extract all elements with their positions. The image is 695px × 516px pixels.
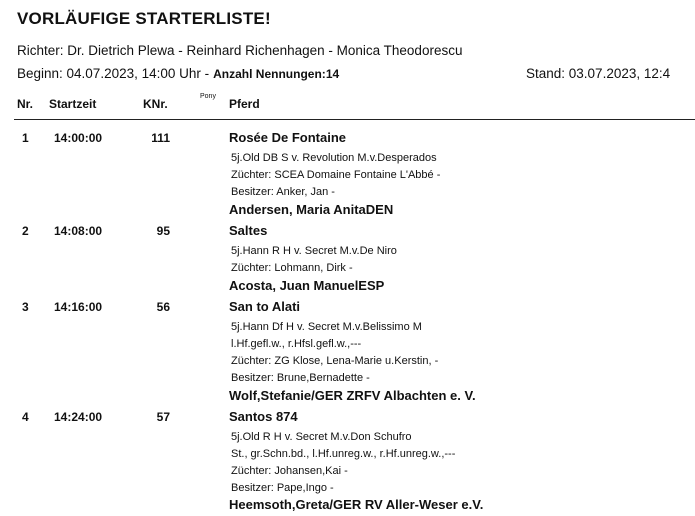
entry-detail-line: 5j.Old R H v. Secret M.v.Don Schufro	[231, 431, 412, 443]
entry-horse-name: Saltes	[229, 223, 268, 238]
entry-detail-line: Besitzer: Brune,Bernadette -	[231, 372, 370, 384]
entry-detail-line: St., gr.Schn.bd., l.Hf.unreg.w., r.Hf.unreg.w.,---	[231, 448, 456, 460]
header-divider	[14, 119, 695, 120]
entry-detail-line: Züchter: SCEA Domaine Fontaine L'Abbé -	[231, 169, 441, 181]
entry-detail-line: 5j.Hann R H v. Secret M.v.De Niro	[231, 245, 397, 257]
entry-horse-name: Santos 874	[229, 409, 298, 424]
entry-start-time: 14:08:00	[54, 224, 103, 238]
entry-detail-line: 5j.Old DB S v. Revolution M.v.Desperados	[231, 152, 437, 164]
entry-rider: Andersen, Maria AnitaDEN	[229, 202, 394, 217]
entry-knr: 111	[151, 131, 170, 145]
entry-number: 3	[22, 300, 29, 314]
entry-number: 2	[22, 224, 29, 238]
entry-start-time: 14:24:00	[54, 410, 103, 424]
entry-knr: 95	[156, 224, 170, 238]
entry-detail-line: Züchter: ZG Klose, Lena-Marie u.Kerstin, -	[231, 355, 439, 367]
status-date: Stand: 03.07.2023, 12:4	[526, 66, 671, 81]
entry-start-time: 14:16:00	[54, 300, 103, 314]
entry-knr: 56	[156, 300, 170, 314]
start-time-text: Beginn: 04.07.2023, 14:00 Uhr -	[17, 66, 210, 81]
page-title: VORLÄUFIGE STARTERLISTE!	[17, 9, 271, 28]
column-header-startzeit: Startzeit	[49, 97, 97, 111]
column-header-pony: Pony	[200, 93, 216, 100]
judges-line: Richter: Dr. Dietrich Plewa - Reinhard Richenhagen - Monica Theodorescu	[17, 43, 463, 58]
entry-detail-line: l.Hf.gefl.w., r.Hfsl.gefl.w.,---	[231, 338, 362, 350]
entry-start-time: 14:00:00	[54, 131, 103, 145]
column-header-knr: KNr.	[143, 97, 168, 111]
entry-horse-name: Rosée De Fontaine	[229, 130, 347, 145]
entry-detail-line: 5j.Hann Df H v. Secret M.v.Belissimo M	[231, 321, 422, 333]
entry-number: 4	[22, 410, 29, 424]
entry-detail-line: Züchter: Johansen,Kai -	[231, 465, 348, 477]
entry-rider: Acosta, Juan ManuelESP	[229, 278, 385, 293]
column-header-nr: Nr.	[17, 97, 34, 111]
start-info-line	[17, 66, 339, 81]
entries-count-value: 14	[325, 67, 340, 81]
entry-rider: Heemsoth,Greta/GER RV Aller-Weser e.V.	[229, 497, 484, 512]
entry-detail-line: Züchter: Lohmann, Dirk -	[231, 262, 353, 274]
column-header-pferd: Pferd	[229, 97, 260, 111]
entry-detail-line: Besitzer: Anker, Jan -	[231, 186, 335, 198]
entry-rider: Wolf,Stefanie/GER ZRFV Albachten e. V.	[229, 388, 476, 403]
entry-knr: 57	[156, 410, 170, 424]
entry-number: 1	[22, 131, 29, 145]
entry-detail-line: Besitzer: Pape,Ingo -	[231, 482, 334, 494]
entries-count-label: Anzahl Nennungen:	[213, 67, 326, 81]
entry-horse-name: San to Alati	[229, 299, 301, 314]
